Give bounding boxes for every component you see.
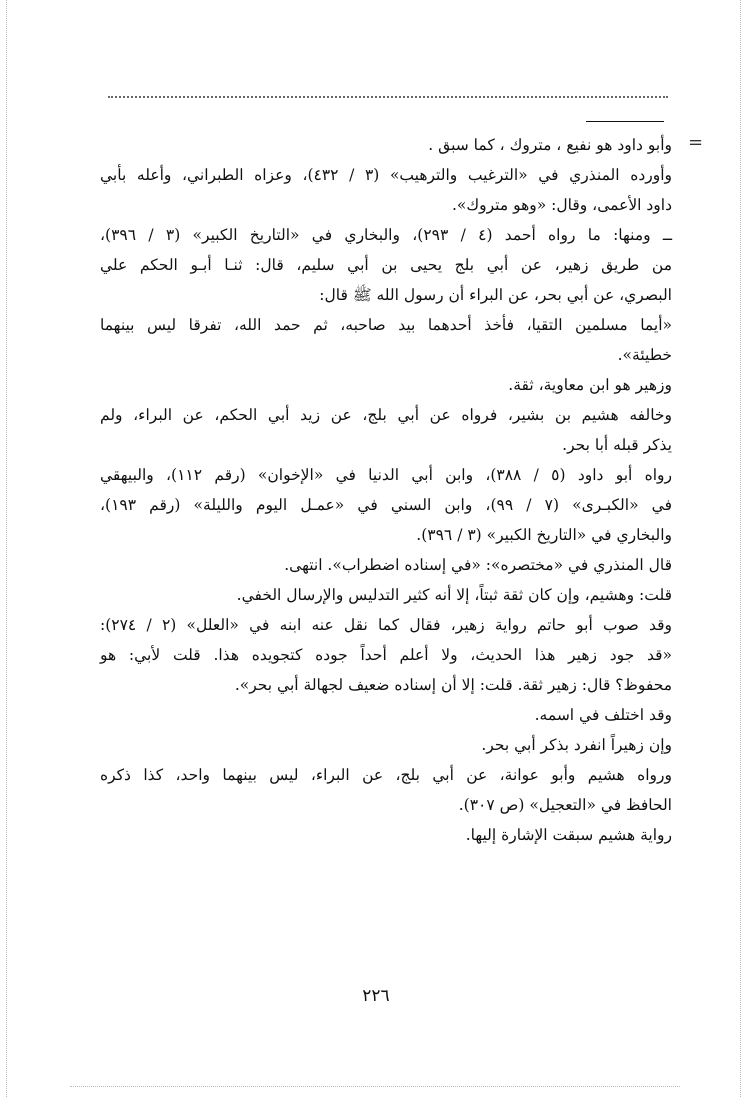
text-line: وقد صوب أبو حاتم رواية زهير، فقال كما نقل عنه ابنه في «العلل» (٢ / ٢٧٤):	[100, 616, 673, 634]
text-line: وزهير هو ابن معاوية، ثقة.	[508, 376, 672, 394]
text-line: ورواه هشيم وأبو عوانة، عن أبي بلج، عن البراء، ليس بينهما واحد، كذا ذكره	[100, 766, 672, 784]
text-line: من طريق زهير، عن أبي بلج يحيى بن أبي سليم، قال: ثنـا أبـو الحكم علي	[100, 256, 672, 274]
text-line: داود الأعمى، وقال: «وهو متروك».	[451, 196, 672, 214]
right-margin-dots	[740, 0, 741, 1097]
text-line: وقد اختلف في اسمه.	[534, 706, 672, 724]
bottom-dotted-rule	[70, 1086, 680, 1087]
text-line: البصري، عن أبي بحر، عن البراء أن رسول الله ﷺ قال:	[319, 286, 672, 304]
text-line: قلت: وهشيم، وإن كان ثقة ثبتاً، إلا أنه كثير التدليس والإرسال الخفي.	[236, 586, 672, 604]
text-line: يذكر قبله أبا بحر.	[562, 436, 672, 454]
page-number: ٢٢٦	[362, 986, 390, 1006]
margin-mark: =	[688, 132, 704, 153]
text-line: خطيئة».	[617, 346, 672, 364]
text-line: قال المنذري في «مختصره»: «في إسناده اضطراب». انتهى.	[284, 556, 672, 574]
footnote-separator-rule	[586, 121, 664, 122]
text-line: وإن زهيراً انفرد بذكر أبي بحر.	[481, 736, 672, 754]
text-line: ــ ومنها: ما رواه أحمد (٤ / ٢٩٣)، والبخاري في «التاريخ الكبير» (٣ / ٣٩٦)،	[100, 226, 672, 244]
text-line: وأبو داود هو نفيع ، متروك ، كما سبق .	[428, 136, 672, 154]
top-dotted-rule	[108, 96, 668, 98]
text-line: «أيما مسلمين التقيا، فأخذ أحدهما بيد صاحبه، ثم حمد الله، تفرقا ليس بينهما	[100, 316, 672, 334]
text-line: رواية هشيم سبقت الإشارة إليها.	[465, 826, 672, 844]
text-line: «قد جود زهير هذا الحديث، ولا أعلم أحداً جوده كتجويده هذا. قلت لأبي: هو	[100, 646, 672, 664]
left-margin-dots	[6, 0, 7, 1097]
text-line: وأورده المنذري في «الترغيب والترهيب» (٣ / ٤٣٢)، وعزاه الطبراني، وأعله بأبي	[100, 166, 672, 184]
text-line: محفوظ؟ قال: زهير ثقة. قلت: إلا أن إسناده ضعيف لجهالة أبي بحر».	[234, 676, 672, 694]
page-text-block	[100, 130, 672, 850]
text-line: الحافظ في «التعجيل» (ص ٣٠٧).	[458, 796, 672, 814]
text-line: في «الكبـرى» (٧ / ٩٩)، وابن السني في «عمـل اليوم والليلة» (رقم ١٩٣)،	[100, 496, 672, 514]
text-line: رواه أبو داود (٥ / ٣٨٨)، وابن أبي الدنيا في «الإخوان» (رقم ١١٢)، والبيهقي	[100, 466, 673, 484]
text-line: وخالفه هشيم بن بشير، فرواه عن أبي بلج، عن زيد أبي الحكم، عن البراء، ولم	[100, 406, 672, 424]
text-line: والبخاري في «التاريخ الكبير» (٣ / ٣٩٦).	[416, 526, 672, 544]
